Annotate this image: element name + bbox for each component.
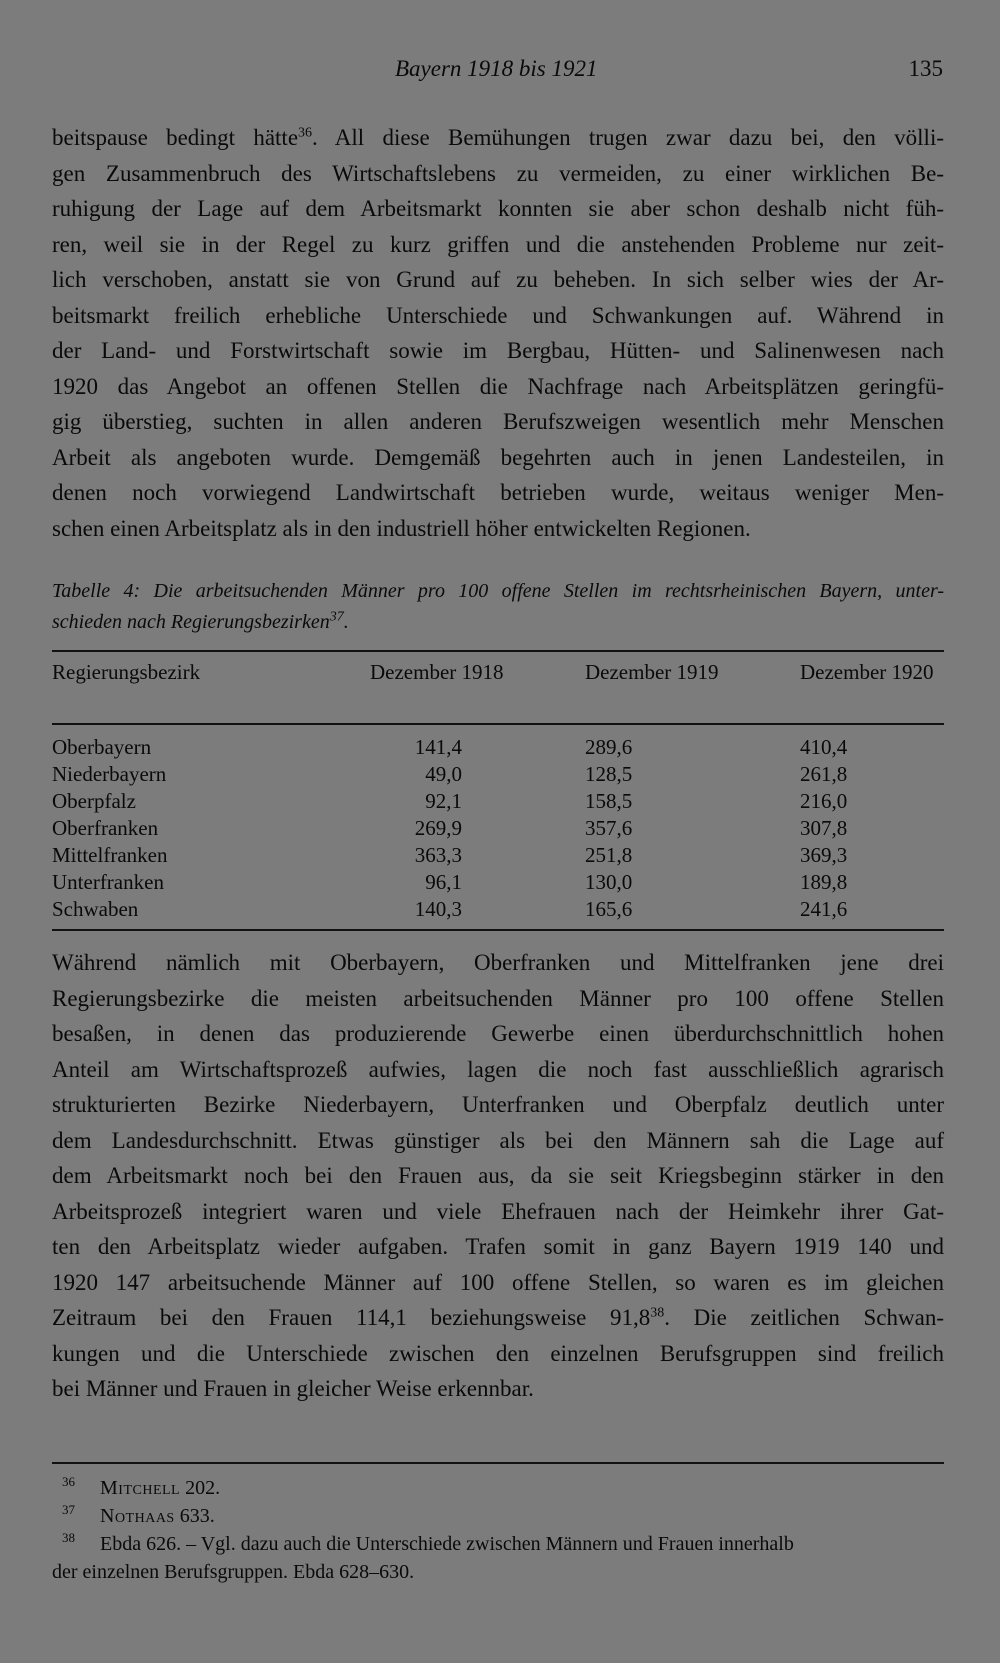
cell-1918: 140,3 [414, 897, 462, 921]
footnote-number: 36 [62, 1474, 75, 1489]
footnote-37: 37 Nothaas 633. [52, 1502, 944, 1530]
cell-bezirk: Oberpfalz [52, 789, 136, 813]
text-line: 1920 das Angebot an offenen Stellen die Nachfrage nach Arbeitsplätzen geringfü- [52, 373, 944, 399]
text-line: ren, weil sie in der Regel zu kurz griffen und die anstehenden Probleme nur zeit- [52, 231, 944, 257]
cell-1918: 96,1 [425, 870, 462, 894]
footnote-continuation: der einzelnen Berufsgruppen. Ebda 628–630. [52, 1561, 415, 1583]
text-line: Anteil am Wirtschaftsprozeß aufwies, lagen die noch fast ausschließlich agrarisch [52, 1056, 944, 1082]
footnote-ref[interactable]: 37 [329, 609, 344, 625]
text-line: Arbeit als angeboten wurde. Demgemäß begehrten auch in jenen Landesteilen, in [52, 444, 944, 470]
text-line: Zeitraum bei den Frauen 114,1 beziehungsweise 91,8$^{38}$. Die zeitlichen Schwan- [52, 1305, 944, 1330]
table-header-rule [52, 723, 944, 725]
cell-1919: 128,5 [585, 762, 633, 786]
table-caption [52, 576, 944, 638]
footnotes [52, 1462, 944, 1586]
cell-bezirk: Unterfranken [52, 870, 164, 894]
text-line: strukturierten Bezirke Niederbayern, Unterfranken und Oberpfalz deutlich unter [52, 1092, 944, 1117]
cell-1920: 241,6 [800, 897, 848, 921]
cell-1919: 251,8 [585, 843, 633, 867]
text-line: beitsmarkt freilich erhebliche Unterschiede und Schwankungen auf. Während in [52, 302, 944, 328]
footnote-number: 38 [62, 1530, 75, 1545]
cell-1919: 289,6 [585, 735, 633, 759]
footnote-36: 36 Mitchell 202. [52, 1474, 944, 1502]
text-line: der Land- und Forstwirtschaft sowie im Bergbau, Hütten- und Salinenwesen nach [52, 338, 944, 363]
cell-1920: 307,8 [800, 816, 848, 840]
text-line: ruhigung der Lage auf dem Arbeitsmarkt konnten sie aber schon deshalb nicht füh- [52, 196, 944, 221]
caption-line: schieden nach Regierungsbezirken$^{37}$. [52, 609, 349, 633]
text-line: dem Arbeitsmarkt noch bei den Frauen aus, da sie seit Kriegsbeginn stärker in den [52, 1163, 944, 1188]
cell-1920: 369,3 [800, 843, 848, 867]
paragraph-1 [52, 120, 944, 546]
cell-1920: 216,0 [800, 789, 848, 813]
table-row [52, 842, 944, 869]
footnote-ref[interactable]: 36 [298, 125, 313, 141]
text-line: Arbeitsprozeß integriert waren und viele Ehefrauen nach der Heimkehr ihrer Gat- [52, 1198, 944, 1224]
cell-bezirk: Niederbayern [52, 762, 167, 786]
text-line: gig überstieg, suchten in allen anderen Berufszweigen wesentlich mehr Menschen [52, 409, 944, 434]
table-row [52, 788, 944, 815]
text-line: schen einen Arbeitsplatz als in den industriell höher entwickelten Regionen. [52, 515, 751, 541]
cell-1920: 261,8 [800, 762, 848, 786]
cell-bezirk: Mittelfranken [52, 843, 168, 867]
cell-1918: 49,0 [425, 762, 462, 786]
cell-1918: 363,3 [414, 843, 462, 867]
cell-bezirk: Oberbayern [52, 735, 152, 759]
footnote-ref[interactable]: 38 [650, 1305, 665, 1321]
table-bottom-rule [52, 929, 944, 931]
cell-1919: 165,6 [585, 897, 633, 921]
column-header-1920: Dezember 1920 [800, 660, 934, 684]
cell-1920: 410,4 [800, 735, 848, 759]
caption-line: Tabelle 4: Die arbeitsuchenden Männer pro 100 offene Stellen im rechtsrheinischen Bayern, unter- [52, 580, 944, 602]
cell-1918: 92,1 [425, 789, 462, 813]
table-row [52, 815, 944, 842]
running-title: Bayern 1918 bis 1921 [395, 56, 598, 81]
footnote-38: 38 Ebda 626. – Vgl. dazu auch die Unterschiede zwischen Männern und Frauen innerhalb [52, 1530, 944, 1558]
column-header-1918: Dezember 1918 [370, 660, 504, 684]
text-line: Regierungsbezirke die meisten arbeitsuchenden Männer pro 100 offene Stellen [52, 985, 944, 1011]
page-header [395, 56, 943, 90]
table-row [52, 734, 944, 761]
page-number: 135 [908, 56, 943, 81]
table-row [52, 896, 944, 923]
text-line: beitspause bedingt hätte$^{36}$. All diese Bemühungen trugen zwar dazu bei, den völli- [52, 125, 945, 150]
cell-1918: 141,4 [414, 735, 462, 759]
cell-1919: 158,5 [585, 789, 633, 813]
cell-1919: 357,6 [585, 816, 633, 840]
text-line: ten den Arbeitsplatz wieder aufgaben. Trafen somit in ganz Bayern 1919 140 und [52, 1234, 944, 1259]
text-line: kungen und die Unterschiede zwischen den einzelnen Berufsgruppen sind freilich [52, 1340, 944, 1366]
footnote-separator [52, 1462, 944, 1464]
cell-bezirk: Schwaben [52, 897, 139, 921]
cell-1920: 189,8 [800, 870, 848, 894]
cell-1918: 269,9 [414, 816, 462, 840]
text-line: Während nämlich mit Oberbayern, Oberfranken und Mittelfranken jene drei [52, 950, 944, 975]
text-line: gen Zusammenbruch des Wirtschaftslebens zu vermeiden, zu einer wirklichen Be- [52, 160, 944, 186]
footnote-number: 37 [62, 1502, 75, 1517]
cell-1919: 130,0 [585, 870, 633, 894]
text-line: 1920 147 arbeitsuchende Männer auf 100 offene Stellen, so waren es im gleichen [52, 1269, 944, 1295]
column-header-bezirk: Regierungsbezirk [52, 660, 201, 684]
table-row [52, 869, 944, 896]
text-line: lich verschoben, anstatt sie von Grund auf zu beheben. In sich selber wies der Ar- [52, 267, 944, 292]
text-line: besaßen, in denen das produzierende Gewerbe einen überdurchschnittlich hohen [52, 1021, 944, 1046]
table-body [52, 734, 944, 923]
cell-bezirk: Oberfranken [52, 816, 159, 840]
table-top-rule [52, 650, 944, 652]
footnote-author: Mitchell [100, 1477, 181, 1499]
text-line: dem Landesdurchschnitt. Etwas günstiger als bei den Männern sah die Lage auf [52, 1127, 944, 1153]
column-header-1919: Dezember 1919 [585, 660, 719, 684]
text-line: denen noch vorwiegend Landwirtschaft betrieben wurde, weitaus weniger Men- [52, 480, 944, 505]
table-row [52, 761, 944, 788]
text-line: bei Männer und Frauen in gleicher Weise erkennbar. [52, 1376, 534, 1401]
footnote-author: Nothaas [100, 1505, 175, 1527]
paragraph-2 [52, 945, 944, 1407]
